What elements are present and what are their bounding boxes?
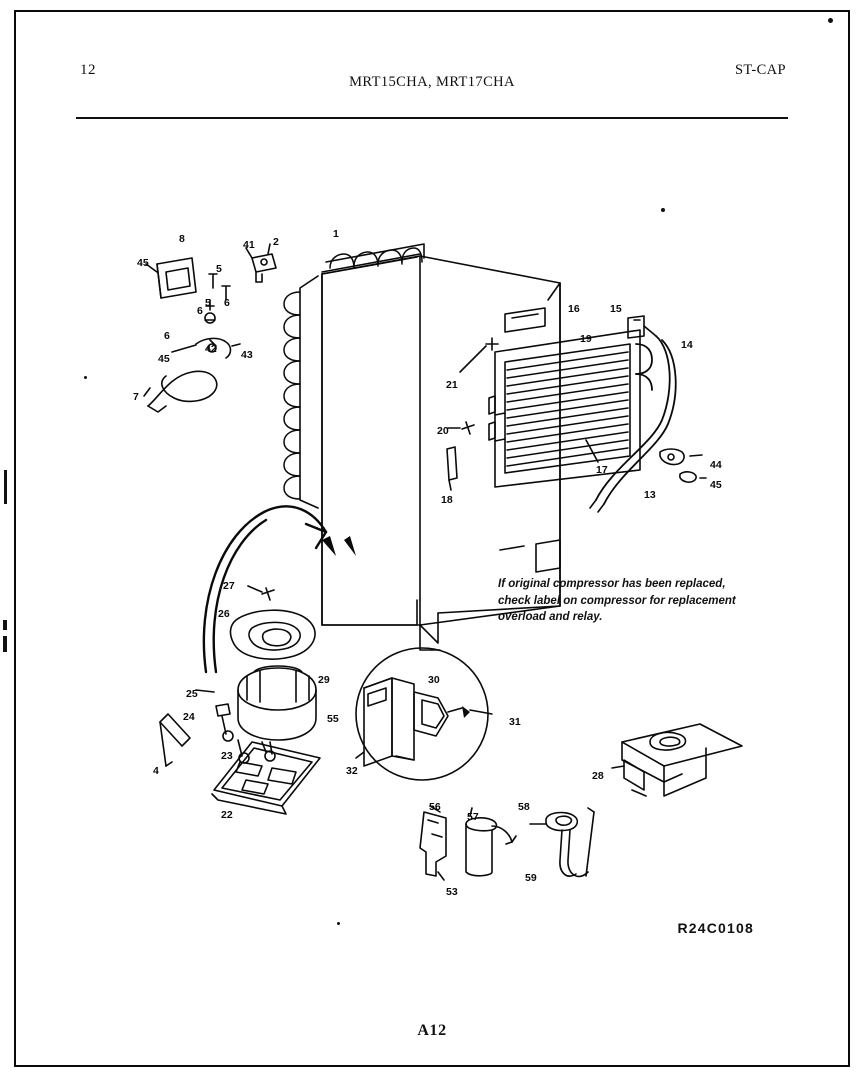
callout-number: 8 [179, 233, 185, 245]
callout-number: 13 [644, 489, 656, 501]
callout-number: 30 [428, 674, 440, 686]
callout-number: 15 [610, 303, 622, 315]
callout-number: 4 [153, 765, 159, 777]
callout-number: 45 [710, 479, 722, 491]
callout-number: 28 [592, 770, 604, 782]
callout-number: 57 [467, 811, 479, 823]
callout-number: 31 [509, 716, 521, 728]
callout-number: 18 [441, 494, 453, 506]
callout-number: 23 [221, 750, 233, 762]
callout-number: 6 [164, 330, 170, 342]
callout-number: 58 [518, 801, 530, 813]
callout-number: 20 [437, 425, 449, 437]
callout-number: 17 [596, 464, 608, 476]
callout-number: 44 [710, 459, 722, 471]
section-code: ST-CAP [734, 62, 786, 78]
page-number: 12 [80, 62, 96, 78]
callout-number: 21 [446, 379, 458, 391]
callout-number: 5 [205, 297, 211, 309]
callout-number: 19 [580, 333, 592, 345]
callout-number: 27 [223, 580, 235, 592]
callout-number: 7 [133, 391, 139, 403]
callout-number: 41 [243, 239, 255, 251]
callout-number: 43 [241, 349, 253, 361]
callout-number: 14 [681, 339, 693, 351]
callout-number: 55 [327, 713, 339, 725]
callout-number: 42 [205, 343, 217, 355]
callout-number: 2 [273, 236, 279, 248]
callout-number: 6 [197, 305, 203, 317]
callout-number: 56 [429, 801, 441, 813]
callout-number: 59 [525, 872, 537, 884]
callout-number: 45 [158, 353, 170, 365]
callout-number: 32 [346, 765, 358, 777]
callout-number: 16 [568, 303, 580, 315]
callout-number: 26 [218, 608, 230, 620]
drawing-code: R24C0108 [677, 920, 754, 936]
callout-number: 24 [183, 711, 195, 723]
callout-number: 53 [446, 886, 458, 898]
callout-number: 45 [137, 257, 149, 269]
callout-number: 5 [216, 263, 222, 275]
model-title: MRT15CHA, MRT17CHA [349, 74, 515, 90]
page-label: A12 [417, 1022, 447, 1039]
callout-number: 22 [221, 809, 233, 821]
compressor-note: If original compressor has been replaced, check label on compressor for replacement overload and relay. [498, 578, 736, 624]
callout-number: 1 [333, 228, 339, 240]
callout-number: 6 [224, 297, 230, 309]
callout-number: 25 [186, 688, 198, 700]
callout-number: 29 [318, 674, 330, 686]
